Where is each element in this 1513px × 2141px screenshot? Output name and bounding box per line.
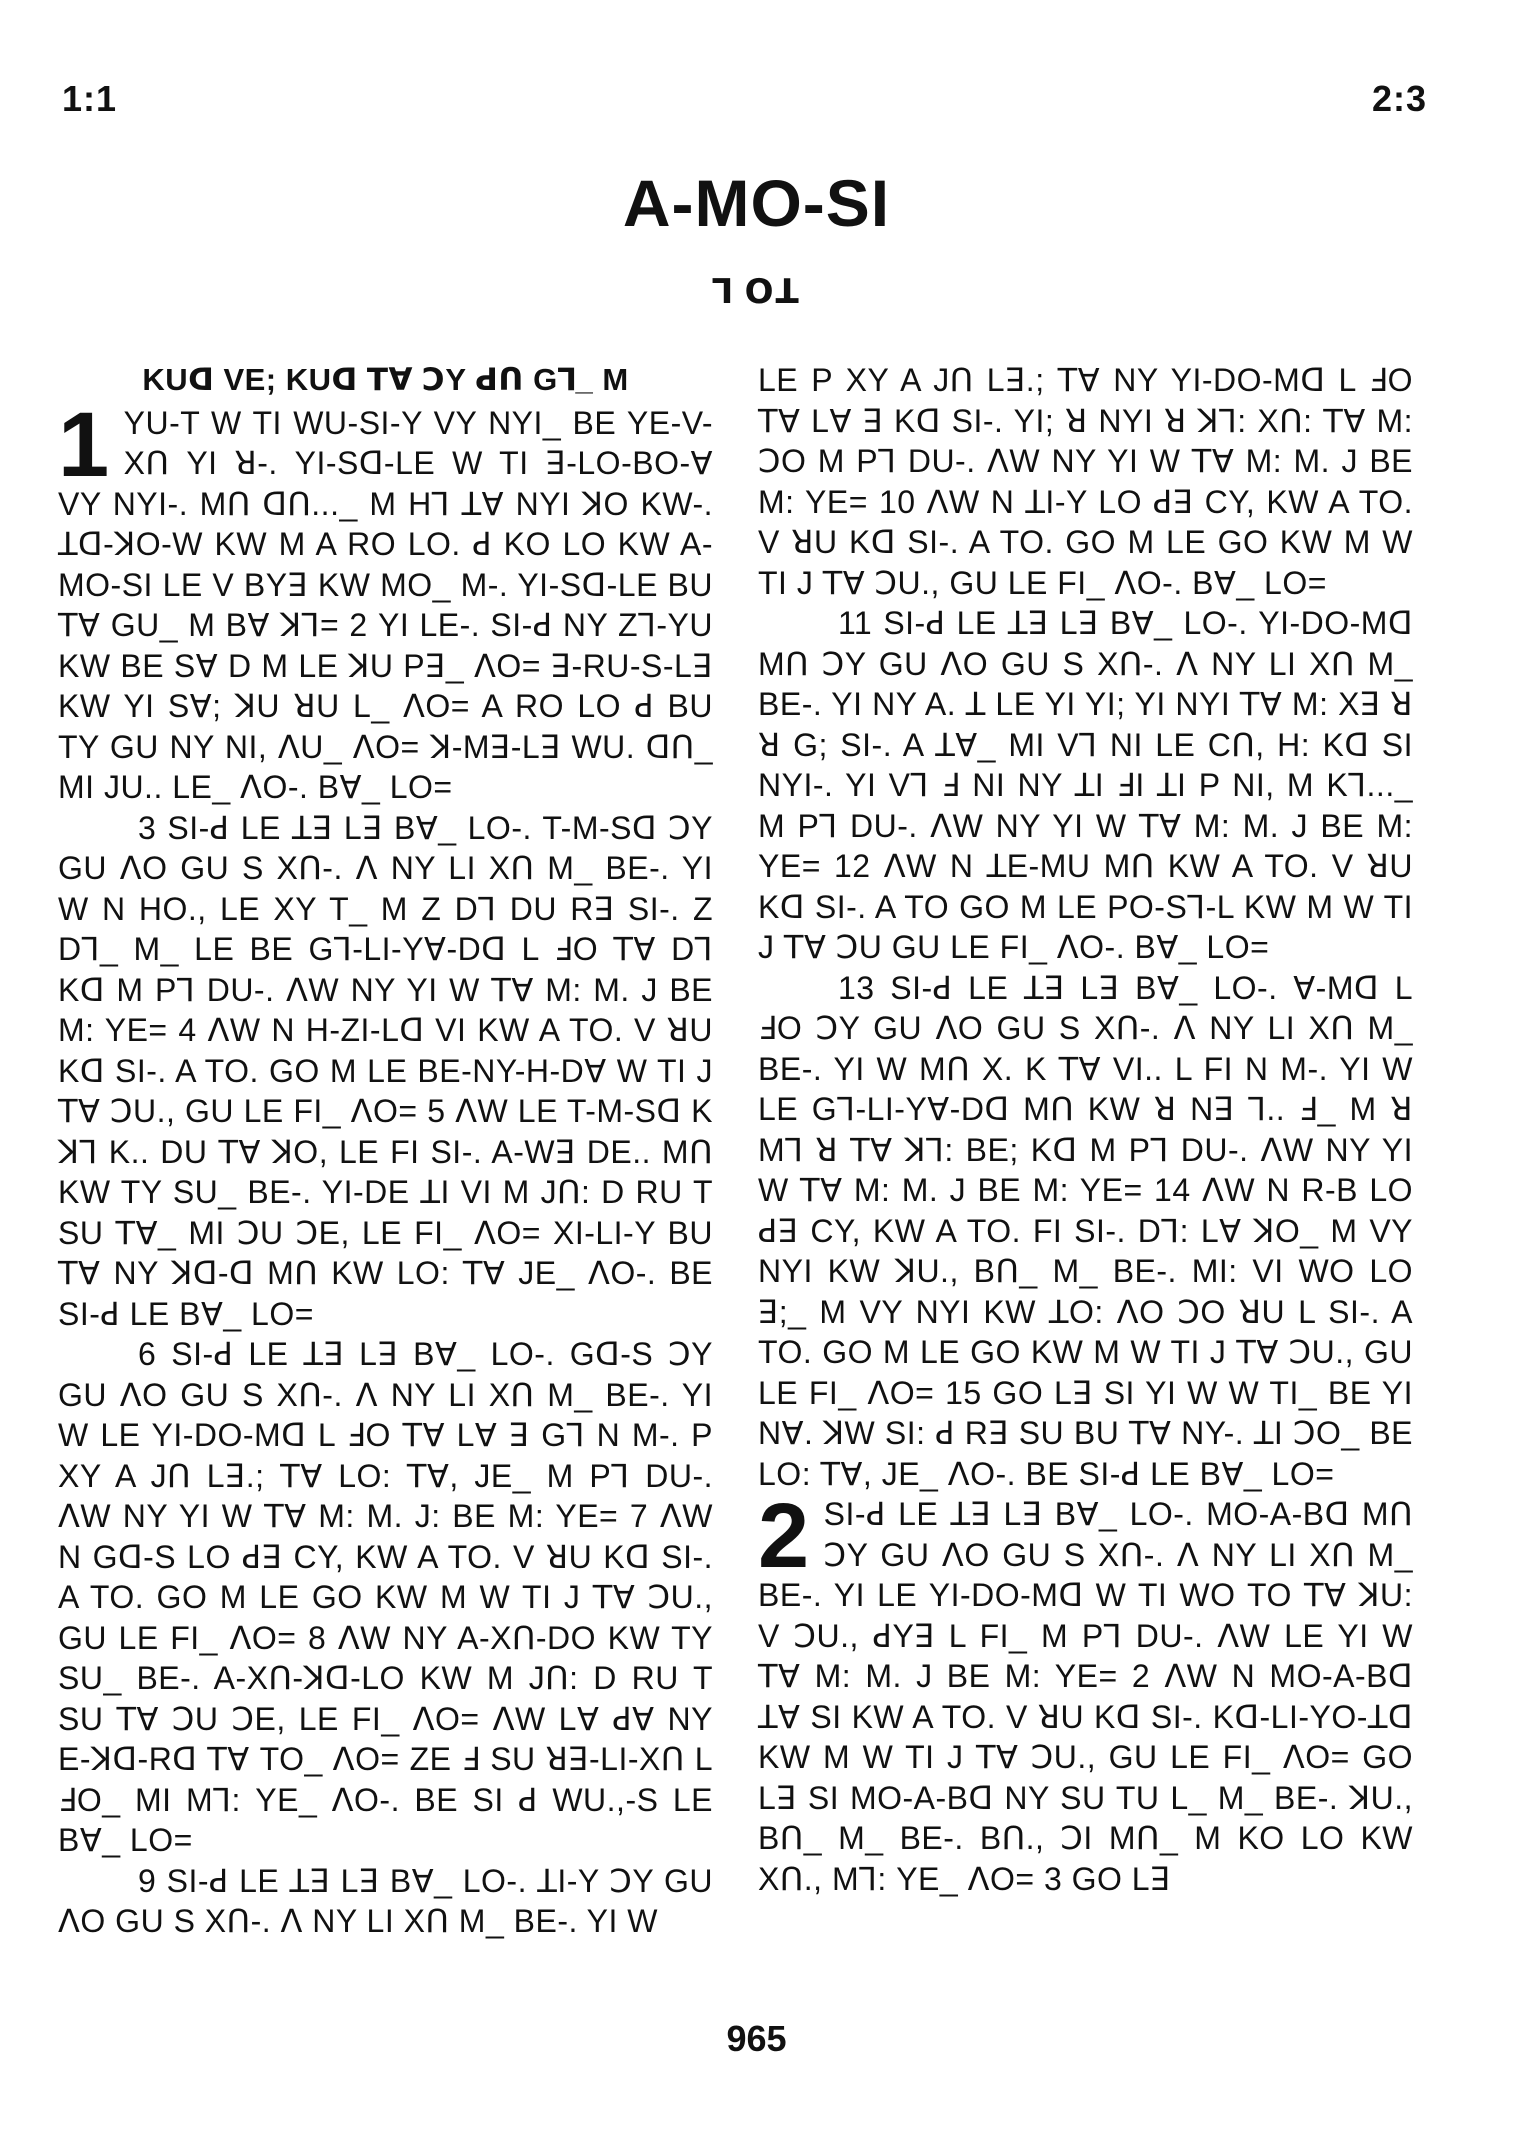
book-title: A-MO-SI xyxy=(622,166,891,240)
verse-3-paragraph: 3 SI-ꓒ LE ꓕꓱ Lꓱ Bꓯ_ LO-. T-M-Sꓷ ꓛY GU ꓥO GU S Xꓵ-. ꓥ NY LI Xꓵ M_ BE-. YI W N HO., LE XY T_ M Z Dꓶ DU Rꓱ SI-. Z Dꓶ_ M_ LE BE Gꓶ-LI-Yꓯ-Dꓷ L ꓞO ꓔꓯ Dꓶ Kꓷ M Pꓶ DU-. ꓥW NY YI W ꓔꓯ M: M. J BE M: YE= 4 ꓥW N H-ZI-Lꓷ VI KW A TO. V ꓤU Kꓷ SI-. A TO. GO M LE BE-NY-H-Dꓯ W TI J ꓔꓯ ꓛU., GU LE FI_ ꓥO= 5 ꓥW LE T-M-Sꓷ K ꓘꓶ K.. DU ꓔꓯ ꓘO, LE FI SI-. A-Wꓱ DE.. Mꓵ KW TY SU_ BE-. YI-DE ꓕI VI M Jꓵ: D RU T SU ꓔꓯ_ MI ꓛU ꓛE, LE FI_ ꓥO= XI-LI-Y BU ꓔꓯ NY ꓘꓷ-ꓷ Mꓵ KW LO: ꓔꓯ JE_ ꓥO-. BE SI-ꓒ LE Bꓯ_ LO= xyxy=(58,809,713,1332)
chapter-1-text: YU-T W TI WU-SI-Y VY NYI_ BE YE-V-Xꓵ YI ꓤ-. YI-Sꓷ-LE W TI ꓱ-LO-BO-ꓯ VY NYI-. Mꓵ ꓷꓵ..._ M Hꓶ ꓕꓯ NYI ꓘO KW-. ꓕꓷ-ꓘO-W KW M A RO LO. ꓒ KO LO KW A-MO-SI LE V BYꓱ KW MO_ M-. YI-Sꓷ-LE BU ꓔꓯ GU_ M Bꓯ ꓘꓶ= 2 YI LE-. SI-ꓒ NY Zꓶ-YU KW BE Sꓯ D M LE ꓘU Pꓱ_ ꓥO= ꓱ-RU-S-Lꓱ KW YI Sꓯ; ꓘU ꓤU L_ ꓥO= A RO LO ꓒ BU TY GU NY NI, ꓥU_ ꓥO= ꓘ-Mꓱ-Lꓱ WU. ꓷꓵ_ MI JU.. LE_ ꓥO-. Bꓯ_ LO= xyxy=(58,404,713,805)
page-ref-left: 1:1 xyxy=(62,78,118,119)
verse-6-paragraph: 6 SI-ꓒ LE ꓕꓱ Lꓱ Bꓯ_ LO-. Gꓷ-S ꓛY GU ꓥO GU S Xꓵ-. ꓥ NY LI Xꓵ M_ BE-. YI W LE YI-DO-Mꓷ L ꓞO ꓔꓯ Lꓯ ꓱ Gꓶ N M-. P XY A Jꓵ Lꓱ.; ꓔꓯ LO: ꓔꓯ, JE_ M Pꓶ DU-. ꓥW NY YI W ꓔꓯ M: M. J: BE M: YE= 7 ꓥW N Gꓷ-S LO ꓒꓱ CY, KW A TO. V ꓤU Kꓷ SI-. A TO. GO M LE GO KW M W TI J ꓔꓯ ꓛU., GU LE FI_ ꓥO= 8 ꓥW NY A-Xꓵ-DO KW TY SU_ BE-. A-Xꓵ-ꓘꓷ-LO KW M Jꓵ: D RU T SU ꓔꓯ ꓛU ꓛE, LE FI_ ꓥO= ꓥW Lꓯ ꓒꓯ NY E-ꓘꓷ-Rꓷ ꓔꓯ TO_ ꓥO= ZE ꓞ SU ꓤꓱ-LI-Xꓵ L ꓞO_ MI Mꓶ: YE_ ꓥO-. BE SI ꓒ WU.,-S LE Bꓯ_ LO= xyxy=(58,1336,713,1858)
chapter-1-paragraph xyxy=(58,393,713,808)
chapter-1-number: 1 xyxy=(58,393,110,496)
left-column xyxy=(58,360,713,1942)
right-column xyxy=(758,360,1413,1899)
verse-13-paragraph: 13 SI-ꓒ LE ꓕꓱ Lꓱ Bꓯ_ LO-. ꓯ-Mꓷ L ꓞO ꓛY GU ꓥO GU S Xꓵ-. ꓥ NY LI Xꓵ M_ BE-. YI W Mꓵ X. K ꓔꓯ VI.. L FI N M-. YI W LE Gꓶ-LI-Yꓯ-Dꓷ Mꓵ KW ꓤ Nꓱ ꓶ.. ꓞ_ M ꓤ Mꓶ ꓤ ꓔꓯ ꓘꓶ: BE; Kꓷ M Pꓶ DU-. ꓥW NY YI W ꓔꓯ M: M. J BE M: YE= 14 ꓥW N R-B LO ꓒꓱ CY, KW A TO. FI SI-. Dꓶ: Lꓯ ꓘO_ M VY NYI KW ꓘU., Bꓵ_ M_ BE-. MI: VI WO LO ꓱ;_ M VY NYI KW ꓕO: ꓥO ꓛO ꓤU L SI-. A TO. GO M LE GO KW M W TI J ꓔꓯ ꓛU., GU LE FI_ ꓥO= 15 GO Lꓱ SI YI W W TI_ BE YI Nꓯ. ꓘW SI: ꓒ Rꓱ SU BU ꓔꓯ NY-. ꓕI ꓛO_ BE LO: ꓔꓯ, JE_ ꓥO-. BE SI-ꓒ LE Bꓯ_ LO= xyxy=(758,969,1413,1492)
chapter-2-text: SI-ꓒ LE ꓕꓱ Lꓱ Bꓯ_ LO-. MO-A-Bꓷ Mꓵ ꓛY GU ꓥO GU S Xꓵ-. ꓥ NY LI Xꓵ M_ BE-. YI LE YI-DO-Mꓷ W TI WO TO ꓔꓯ ꓘU: V ꓛU., ꓒYꓱ L FI_ M Pꓶ DU-. ꓥW LE YI W ꓔꓯ M: M. J BE M: YE= 2 ꓥW N MO-A-Bꓷ ꓕꓯ SI KW A TO. V ꓤU Kꓷ SI-. Kꓷ-LI-YO-ꓕꓷ KW M W TI J ꓔꓯ ꓛU., GU LE FI_ ꓥO= GO Lꓱ SI MO-A-Bꓷ NY SU TU L_ M_ BE-. ꓘU., Bꓵ_ M_ BE-. Bꓵ., ꓛI Mꓵ_ M KO LO KW Xꓵ., Mꓶ: YE_ ꓥO= 3 GO Lꓱ xyxy=(758,1496,1413,1897)
chapter-2-paragraph xyxy=(758,1485,1413,1899)
chapter-2-number: 2 xyxy=(758,1485,810,1587)
section-heading: KUꓷ VE; KUꓷ ꓔꓯ ꓛY ꓒꓵ Gꓶ_ M xyxy=(142,362,629,397)
verse-11-paragraph: 11 SI-ꓒ LE ꓕꓱ Lꓱ Bꓯ_ LO-. YI-DO-Mꓷ Mꓵ ꓛY GU ꓥO GU S Xꓵ-. ꓥ NY LI Xꓵ M_ BE-. YI NY A. ꓕ LE YI YI; YI NYI ꓔꓯ M: Xꓱ ꓤ ꓤ G; SI-. A ꓕꓯ_ MI Vꓶ NI LE Cꓵ, H: Kꓷ SI NYI-. YI Vꓶ ꓞ NI NY ꓕI ꓞI ꓕI P NI, M Kꓶ..._ M Pꓶ DU-. ꓥW NY YI W ꓔꓯ M: M. J BE M: YE= 12 ꓥW N ꓕE-MU Mꓵ KW A TO. V ꓤU Kꓷ SI-. A TO GO M LE PO-Sꓶ-L KW M W TI J ꓔꓯ ꓛU GU LE FI_ ꓥO-. Bꓯ_ LO= xyxy=(758,605,1413,965)
page-ref-right: 2:3 xyxy=(1371,78,1427,119)
page-number: 965 xyxy=(726,2018,787,2059)
verse-9-paragraph: 9 SI-ꓒ LE ꓕꓱ Lꓱ Bꓯ_ LO-. ꓕI-Y ꓛY GU ꓥO GU S Xꓵ-. ꓥ NY LI Xꓵ M_ BE-. YI W xyxy=(58,1862,714,1939)
verse-9-continued-paragraph: LE P XY A Jꓵ Lꓱ.; ꓔꓯ NY YI-DO-Mꓷ L ꓞO ꓔꓯ Lꓯ ꓱ Kꓷ SI-. YI; ꓤ NYI ꓤ ꓘꓶ: Xꓵ: ꓔꓯ M: ꓛO M Pꓶ DU-. ꓥW NY YI W ꓔꓯ M: M. J BE M: YE= 10 ꓥW N ꓕI-Y LO ꓒꓱ CY, KW A TO. V ꓤU Kꓷ SI-. A TO. GO M LE GO KW M W TI J ꓔꓯ ꓛU., GU LE FI_ ꓥO-. Bꓯ_ LO= xyxy=(758,362,1414,601)
chapter-heading: ꓶ ꓳꓕ xyxy=(712,273,801,311)
